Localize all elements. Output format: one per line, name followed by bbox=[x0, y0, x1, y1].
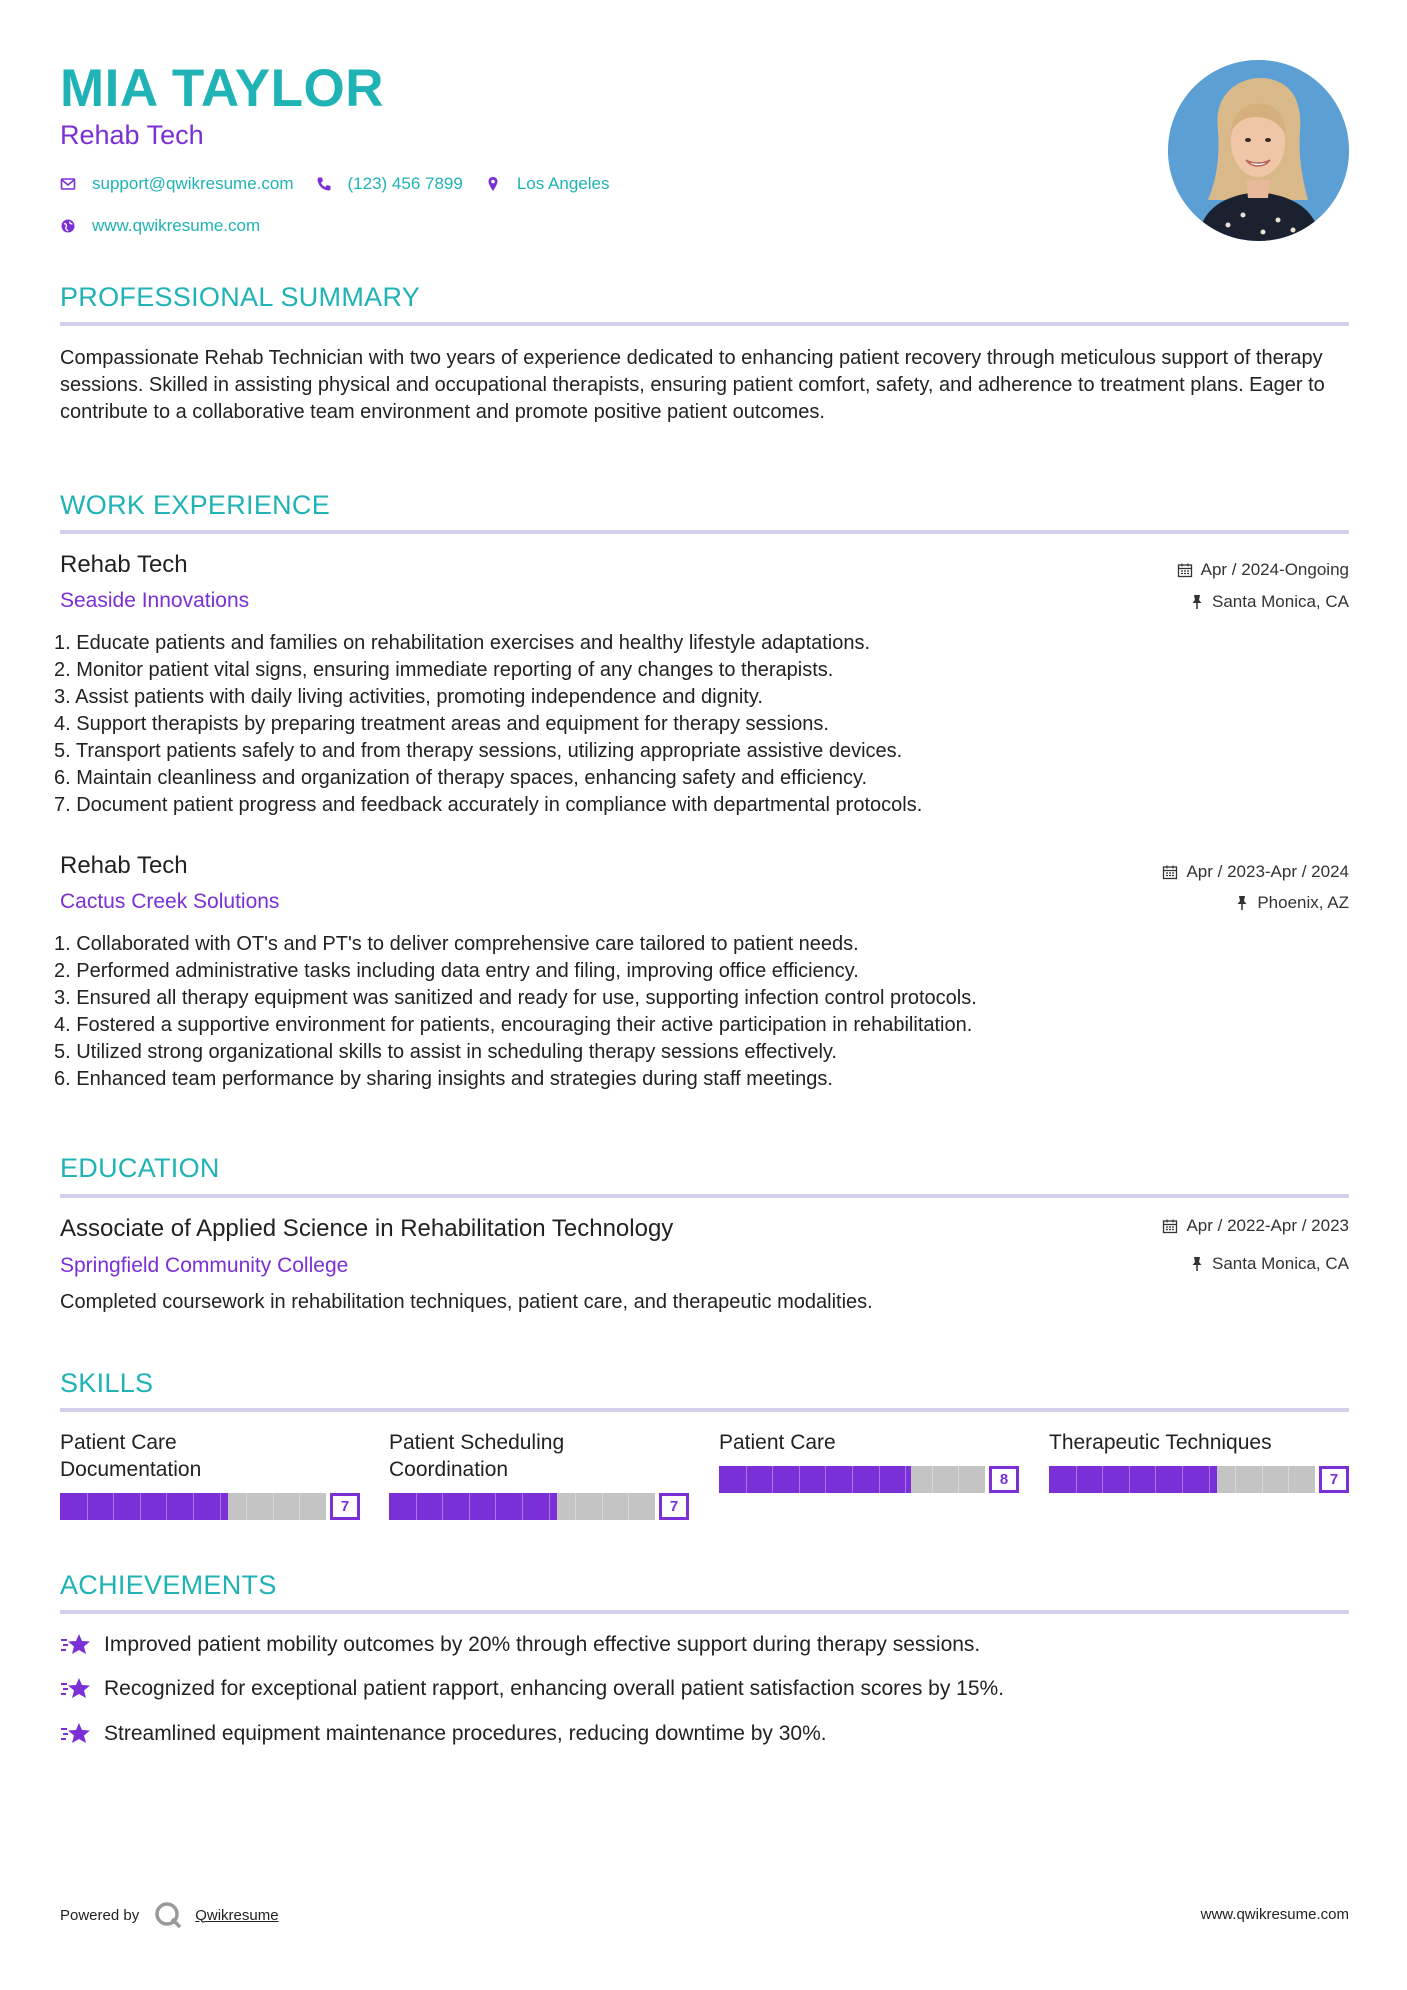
skill-bar-segment bbox=[772, 1466, 773, 1493]
contact-row bbox=[60, 174, 631, 194]
job-location bbox=[1235, 893, 1349, 913]
skill-item bbox=[389, 1429, 689, 1515]
list-item: 5. Transport patients safely to and from therapy sessions, utilizing appropriate assistive devices. bbox=[54, 740, 903, 762]
skill-bar-empty bbox=[911, 1466, 985, 1493]
skill-bar-fill bbox=[1049, 1466, 1217, 1493]
star-icon bbox=[60, 1676, 92, 1702]
envelope-icon bbox=[60, 176, 76, 192]
skill-bar-segment bbox=[299, 1493, 300, 1520]
contact-website[interactable] bbox=[60, 216, 260, 236]
skill-bar-segment bbox=[879, 1466, 880, 1493]
avatar-illustration bbox=[1168, 60, 1349, 241]
education-location-text: Santa Monica, CA bbox=[1211, 1254, 1349, 1273]
section-title-skills: SKILLS bbox=[60, 1368, 154, 1398]
skill-bar-segment bbox=[442, 1493, 443, 1520]
skill-bar-segment bbox=[932, 1466, 933, 1493]
footer-website[interactable]: www.qwikresume.com bbox=[1200, 1906, 1349, 1923]
skill-level-badge: 7 bbox=[659, 1493, 689, 1520]
skill-bar-segment bbox=[1102, 1466, 1103, 1493]
skill-bar-empty bbox=[557, 1493, 655, 1520]
list-item: 3. Ensured all therapy equipment was sanitized and ready for use, supporting infection control protocols. bbox=[54, 987, 977, 1009]
phone-text: (123) 456 7899 bbox=[347, 174, 463, 193]
section-title-education: EDUCATION bbox=[60, 1153, 220, 1183]
job-dates-text: Apr / 2024-Ongoing bbox=[1200, 560, 1349, 579]
powered-by-text: Powered by bbox=[60, 1906, 140, 1924]
list-item: 1. Collaborated with OT's and PT's to deliver comprehensive care tailored to patient needs. bbox=[54, 933, 859, 955]
skill-bar-segment bbox=[273, 1493, 274, 1520]
skill-bar-segment bbox=[1155, 1466, 1156, 1493]
footer-brand-link[interactable]: Qwikresume bbox=[195, 1906, 279, 1924]
star-icon bbox=[60, 1632, 92, 1658]
achievement-text: Improved patient mobility outcomes by 20% through effective support during therapy sessions. bbox=[104, 1633, 981, 1656]
skill-bar bbox=[389, 1493, 689, 1520]
education-dates bbox=[1162, 1216, 1349, 1236]
skill-bar-segment bbox=[1129, 1466, 1130, 1493]
calendar-icon bbox=[1162, 1218, 1178, 1234]
list-item: 6. Maintain cleanliness and organization of therapy spaces, enhancing safety and efficiency. bbox=[54, 767, 868, 789]
skill-bar-segment bbox=[166, 1493, 167, 1520]
skill-bar-fill bbox=[719, 1466, 911, 1493]
skill-bar-segment bbox=[628, 1493, 629, 1520]
skill-bar bbox=[1049, 1466, 1349, 1493]
candidate-role: Rehab Tech bbox=[60, 120, 204, 150]
contact-phone[interactable] bbox=[316, 174, 463, 194]
job-title: Rehab Tech bbox=[60, 852, 188, 879]
skill-label: Patient Care bbox=[60, 1431, 177, 1454]
skill-bar-segment bbox=[1235, 1466, 1236, 1493]
section-divider bbox=[60, 530, 1349, 534]
skill-bar-segment bbox=[799, 1466, 800, 1493]
location-text: Los Angeles bbox=[516, 174, 610, 193]
skill-item bbox=[1049, 1429, 1349, 1488]
job-bullets bbox=[54, 931, 1344, 1093]
skill-bar-segment bbox=[905, 1466, 906, 1493]
skill-bar-segment bbox=[825, 1466, 826, 1493]
achievement-item bbox=[60, 1721, 827, 1747]
profile-photo bbox=[1168, 60, 1349, 241]
list-item: 4. Fostered a supportive environment for patients, encouraging their active participation in rehabilitation. bbox=[54, 1014, 973, 1036]
job-company: Cactus Creek Solutions bbox=[60, 890, 280, 913]
contact-row-2 bbox=[60, 216, 282, 236]
job-dates bbox=[1177, 560, 1349, 580]
list-item: 6. Enhanced team performance by sharing insights and strategies during staff meetings. bbox=[54, 1068, 833, 1090]
qwikresume-logo-icon bbox=[153, 1900, 183, 1930]
skill-bar-segment bbox=[469, 1493, 470, 1520]
skill-label: Patient Scheduling bbox=[389, 1431, 565, 1454]
skill-bar-fill bbox=[60, 1493, 228, 1520]
pushpin-icon bbox=[1190, 594, 1204, 610]
globe-icon bbox=[60, 218, 76, 234]
list-item: 2. Performed administrative tasks including data entry and filing, improving office efficiency. bbox=[54, 960, 859, 982]
job-location-text: Santa Monica, CA bbox=[1211, 592, 1349, 611]
job-title: Rehab Tech bbox=[60, 551, 188, 578]
skill-bar-segment bbox=[549, 1493, 550, 1520]
phone-icon bbox=[316, 176, 332, 192]
job-dates bbox=[1162, 862, 1349, 882]
section-title-summary: PROFESSIONAL SUMMARY bbox=[60, 282, 421, 312]
skill-bar-segment bbox=[522, 1493, 523, 1520]
list-item: 7. Document patient progress and feedback accurately in compliance with departmental protocols. bbox=[54, 794, 923, 816]
skill-bar-segment bbox=[113, 1493, 114, 1520]
skill-bar-segment bbox=[1209, 1466, 1210, 1493]
achievement-item bbox=[60, 1676, 1004, 1702]
list-item: 2. Monitor patient vital signs, ensuring immediate reporting of any changes to therapists. bbox=[54, 659, 834, 681]
pushpin-icon bbox=[1235, 895, 1249, 911]
map-pin-icon bbox=[485, 176, 501, 192]
achievement-item bbox=[60, 1632, 980, 1658]
skill-label: Therapeutic Techniques bbox=[1049, 1431, 1272, 1454]
skill-bar-segment bbox=[602, 1493, 603, 1520]
skill-bar-segment bbox=[746, 1466, 747, 1493]
skill-bar-segment bbox=[1262, 1466, 1263, 1493]
skill-label: Coordination bbox=[389, 1458, 509, 1481]
education-location bbox=[1190, 1254, 1349, 1274]
skill-bar bbox=[60, 1493, 360, 1520]
skill-bar-segment bbox=[575, 1493, 576, 1520]
skill-item bbox=[719, 1429, 1019, 1488]
section-divider bbox=[60, 1408, 1349, 1412]
skill-bar-segment bbox=[416, 1493, 417, 1520]
calendar-icon bbox=[1177, 562, 1193, 578]
star-icon bbox=[60, 1721, 92, 1747]
education-degree: Associate of Applied Science in Rehabilitation Technology bbox=[60, 1215, 674, 1242]
list-item: 4. Support therapists by preparing treatment areas and equipment for therapy sessions. bbox=[54, 713, 829, 735]
skill-level-badge: 7 bbox=[330, 1493, 360, 1520]
skill-item bbox=[60, 1429, 360, 1515]
education-school: Springfield Community College bbox=[60, 1254, 349, 1277]
contact-location bbox=[485, 174, 610, 194]
skill-bar-segment bbox=[1182, 1466, 1183, 1493]
section-divider bbox=[60, 1610, 1349, 1614]
skill-bar-segment bbox=[220, 1493, 221, 1520]
skill-bar-segment bbox=[246, 1493, 247, 1520]
footer-powered-by bbox=[60, 1900, 279, 1930]
job-company: Seaside Innovations bbox=[60, 589, 250, 612]
job-location bbox=[1190, 592, 1349, 612]
skill-bar-segment bbox=[140, 1493, 141, 1520]
calendar-icon bbox=[1162, 864, 1178, 880]
skill-bar-segment bbox=[193, 1493, 194, 1520]
achievement-text: Recognized for exceptional patient rapport, enhancing overall patient satisfaction scores by 15%. bbox=[104, 1677, 1005, 1700]
skill-bar-empty bbox=[1217, 1466, 1315, 1493]
summary-text: Compassionate Rehab Technician with two years of experience dedicated to enhancing patient recovery through meticulous support of therapy sessions. Skilled in assisting physical and occupational therapists, ensuring patient comfort, safety, and adherence to treatment plans. Eager to contribute to a collaborative team environment and promote positive patient outcomes. bbox=[60, 347, 1325, 423]
job-dates-text: Apr / 2023-Apr / 2024 bbox=[1186, 862, 1349, 881]
list-item: 5. Utilized strong organizational skills to assist in scheduling therapy sessions effectively. bbox=[54, 1041, 837, 1063]
education-description: Completed coursework in rehabilitation techniques, patient care, and therapeutic modalities. bbox=[60, 1291, 873, 1313]
skill-bar-segment bbox=[1076, 1466, 1077, 1493]
skill-level-badge: 8 bbox=[989, 1466, 1019, 1493]
skill-label: Documentation bbox=[60, 1458, 202, 1481]
skill-bar-segment bbox=[852, 1466, 853, 1493]
education-dates-text: Apr / 2022-Apr / 2023 bbox=[1186, 1216, 1349, 1235]
pushpin-icon bbox=[1190, 1256, 1204, 1272]
email-text: support@qwikresume.com bbox=[92, 174, 294, 193]
skill-label: Patient Care bbox=[719, 1431, 836, 1454]
section-title-achievements: ACHIEVEMENTS bbox=[60, 1570, 277, 1600]
section-divider bbox=[60, 322, 1349, 326]
skill-bar-segment bbox=[495, 1493, 496, 1520]
skill-bar-fill bbox=[389, 1493, 557, 1520]
contact-email[interactable] bbox=[60, 174, 294, 194]
section-divider bbox=[60, 1194, 1349, 1198]
skill-bar-segment bbox=[958, 1466, 959, 1493]
skill-level-badge: 7 bbox=[1319, 1466, 1349, 1493]
skill-bar-segment bbox=[1288, 1466, 1289, 1493]
skill-bar-empty bbox=[228, 1493, 326, 1520]
list-item: 1. Educate patients and families on rehabilitation exercises and healthy lifestyle adaptations. bbox=[54, 632, 871, 654]
skill-bar bbox=[719, 1466, 1019, 1493]
achievement-text: Streamlined equipment maintenance procedures, reducing downtime by 30%. bbox=[104, 1722, 827, 1745]
section-title-experience: WORK EXPERIENCE bbox=[60, 490, 331, 520]
website-text: www.qwikresume.com bbox=[92, 216, 261, 235]
job-location-text: Phoenix, AZ bbox=[1257, 893, 1349, 912]
list-item: 3. Assist patients with daily living activities, promoting independence and dignity. bbox=[54, 686, 763, 708]
candidate-name: MIA TAYLOR bbox=[60, 59, 384, 118]
job-bullets bbox=[54, 630, 1344, 819]
skill-bar-segment bbox=[87, 1493, 88, 1520]
